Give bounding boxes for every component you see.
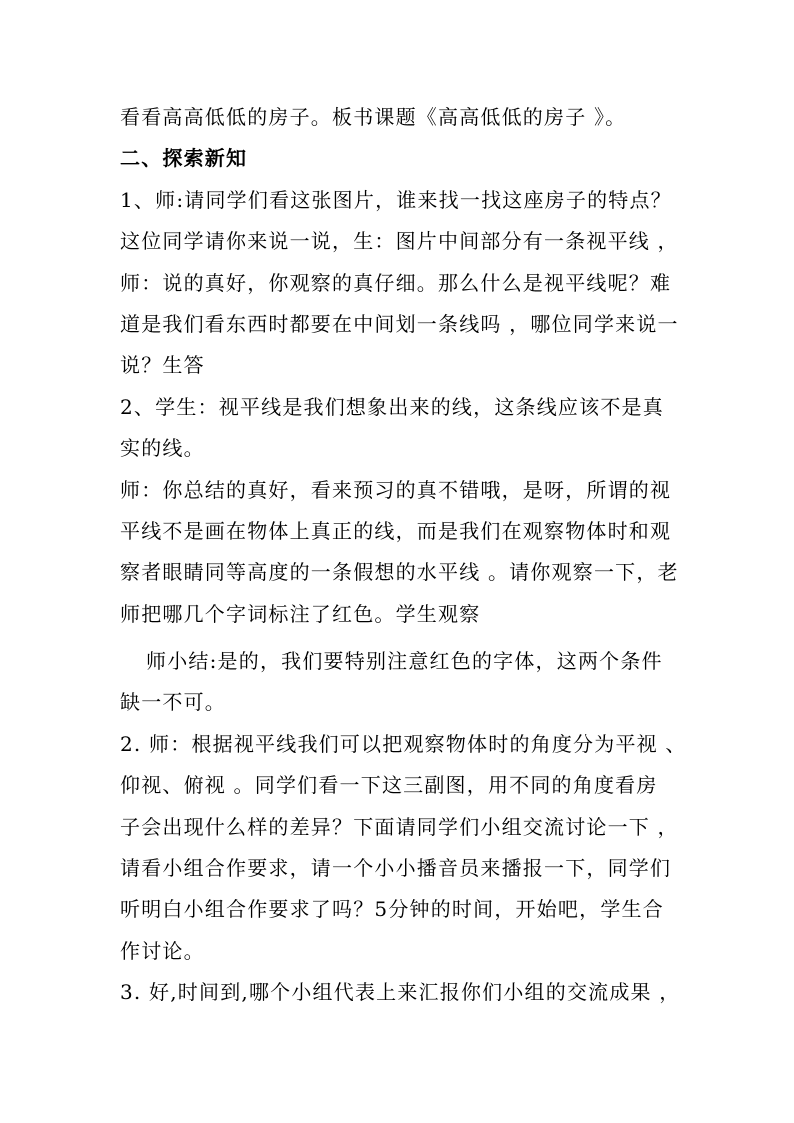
text-line: 2、学生：视平线是我们想象出来的线，这条线应该不是真 [120, 394, 664, 419]
text-line: 请看小组合作要求，请一个小小播音员来播报一下，同学们 [120, 856, 672, 881]
teacher-explanation-paragraph [120, 470, 794, 636]
text-line: 实的线。 [120, 436, 205, 461]
intro-paragraph [120, 97, 794, 138]
text-line: 师：说的真好，你观察的真仔细。那么什么是视平线呢？难 [120, 270, 672, 295]
text-line: 师：你总结的真好，看来预习的真不错哦，是呀，所谓的视 [120, 477, 672, 502]
text-line: 道是我们看东西时都要在中间划一条线吗 ，哪位同学来说一 [120, 311, 679, 336]
text-line: 这位同学请你来说一说，生：图片中间部分有一条视平线 ， [120, 229, 679, 254]
text-line: 说？生答 [120, 353, 205, 378]
text-line: 2. 师：根据视平线我们可以把观察物体时的角度分为平视 、 [120, 731, 687, 756]
text-line: 察者眼睛同等高度的一条假想的水平线 。请你观察一下，老 [120, 560, 679, 585]
step-3-paragraph [120, 972, 794, 1013]
text-line: 3. 好,时间到,哪个小组代表上来汇报你们小组的交流成果 ， [120, 980, 681, 1005]
text-line: 师小结:是的，我们要特别注意红色的字体，这两个条件 [146, 649, 663, 674]
section-heading-text: 二、探索新知 [120, 146, 248, 171]
text-line: 缺一不可。 [120, 690, 226, 715]
text-line: 师把哪几个字词标注了红色。学生观察 [120, 601, 481, 626]
text-line: 子会出现什么样的差异？下面请同学们小组交流讨论一下 ， [120, 814, 679, 839]
step-2-paragraph [120, 724, 794, 972]
text-line: 听明白小组合作要求了吗？5分钟的时间，开始吧，学生合 [120, 897, 664, 922]
text-line: 平线不是画在物体上真正的线，而是我们在观察物体时和观 [120, 518, 672, 543]
text-line: 1、师:请同学们看这张图片，谁来找一找这座房子的特点？ [120, 187, 672, 212]
student-answer-paragraph [120, 387, 794, 470]
text-line: 作讨论。 [120, 938, 205, 963]
text-line: 仰视、俯视 。同学们看一下这三副图，用不同的角度看房 [120, 773, 658, 798]
teacher-summary-paragraph [120, 641, 794, 724]
section-heading [120, 138, 794, 179]
text-line: 看看高高低低的房子。板书课题《高高低低的房子 》。 [120, 105, 627, 129]
step-1-paragraph [120, 180, 794, 387]
